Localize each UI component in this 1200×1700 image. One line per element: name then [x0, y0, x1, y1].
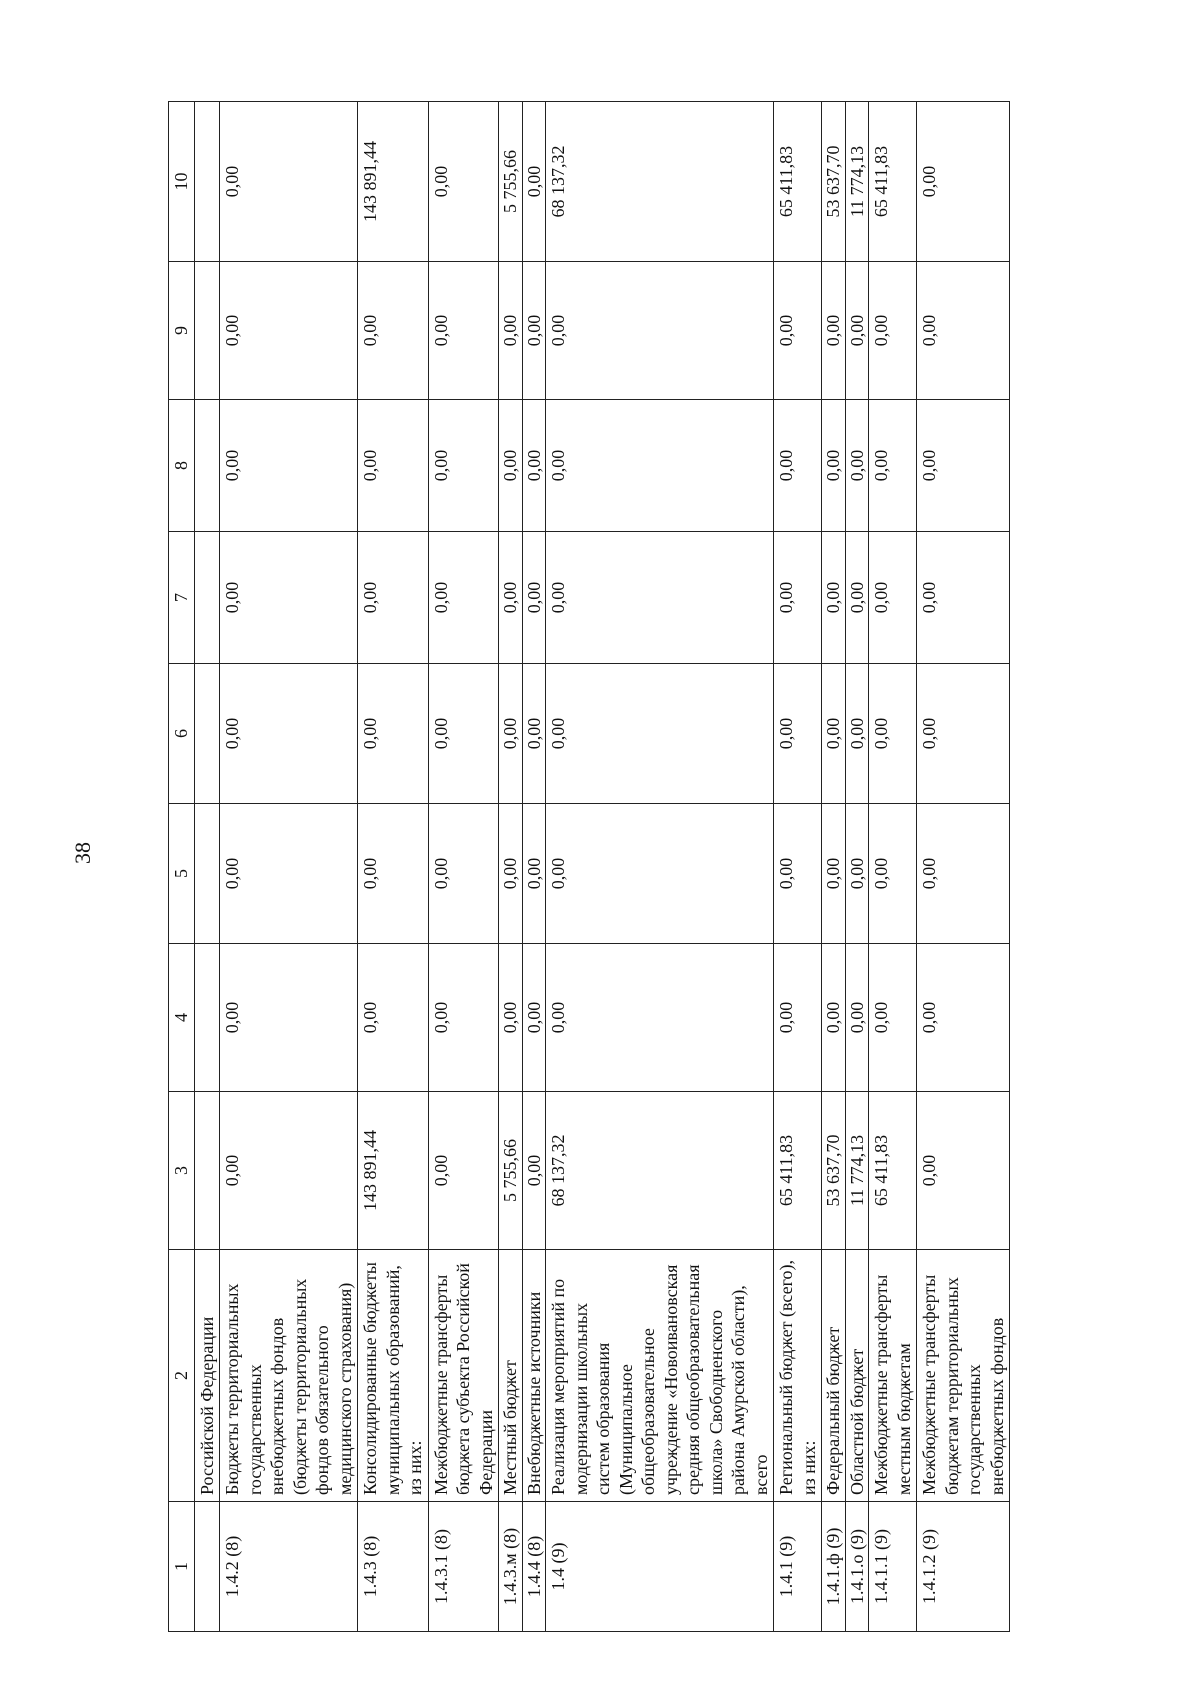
row-code: 1.4.1.ф (9) [822, 1502, 846, 1632]
row-value: 53 637,70 [822, 102, 846, 262]
row-value: 0,00 [845, 944, 869, 1092]
row-value: 0,00 [428, 532, 499, 664]
row-value: 0,00 [220, 262, 358, 400]
row-value [194, 400, 220, 532]
table-row [428, 102, 499, 1632]
row-value: 0,00 [499, 664, 523, 804]
row-value: 0,00 [774, 664, 822, 804]
row-value: 0,00 [522, 1092, 546, 1250]
row-value: 0,00 [428, 664, 499, 804]
table-row [845, 102, 869, 1632]
row-name: Местный бюджет [499, 1250, 523, 1502]
row-value: 0,00 [358, 532, 429, 664]
table-row [917, 102, 1010, 1632]
row-name: Реализация мероприятий по модернизации школьных систем образования (Муниципальное общеобразовательное учреждение «Новоивановская средняя общеобразовательная школа» Свободненского района Амурской области), всего [546, 1250, 774, 1502]
row-value: 0,00 [822, 262, 846, 400]
row-value: 0,00 [358, 944, 429, 1092]
row-code: 1.4.2 (8) [220, 1502, 358, 1632]
row-value: 0,00 [869, 400, 917, 532]
row-value: 0,00 [822, 664, 846, 804]
col-header: 7 [169, 532, 195, 664]
row-value: 143 891,44 [358, 1092, 429, 1250]
row-code: 1.4.3.1 (8) [428, 1502, 499, 1632]
row-value: 5 755,66 [499, 102, 523, 262]
row-value: 0,00 [917, 664, 1010, 804]
row-code: 1.4.3.м (8) [499, 1502, 523, 1632]
col-header: 1 [169, 1502, 195, 1632]
row-name: Межбюджетные трансферты бюджетам территориальных государственных внебюджетных фондов [917, 1250, 1010, 1502]
row-value: 11 774,13 [845, 102, 869, 262]
row-value: 0,00 [499, 262, 523, 400]
row-name: Региональный бюджет (всего), из них: [774, 1250, 822, 1502]
row-value: 0,00 [917, 804, 1010, 944]
col-header: 5 [169, 804, 195, 944]
row-name: Федеральный бюджет [822, 1250, 846, 1502]
row-value: 0,00 [822, 804, 846, 944]
row-value [194, 532, 220, 664]
row-value: 0,00 [522, 664, 546, 804]
row-value: 0,00 [869, 944, 917, 1092]
row-value: 0,00 [220, 944, 358, 1092]
row-value: 0,00 [546, 944, 774, 1092]
row-value [194, 804, 220, 944]
row-value: 0,00 [220, 804, 358, 944]
row-code: 1.4.1.о (9) [845, 1502, 869, 1632]
row-value [194, 1092, 220, 1250]
row-name: Межбюджетные трансферты бюджета субъекта Российской Федерации [428, 1250, 499, 1502]
row-value: 11 774,13 [845, 1092, 869, 1250]
row-value: 0,00 [220, 664, 358, 804]
row-value: 0,00 [845, 804, 869, 944]
row-value: 65 411,83 [774, 102, 822, 262]
row-value: 0,00 [822, 944, 846, 1092]
row-value: 143 891,44 [358, 102, 429, 262]
row-name: Бюджеты территориальных государственных внебюджетных фондов (бюджеты территориальных фондов обязательного медицинского страхования) [220, 1250, 358, 1502]
row-value: 65 411,83 [869, 102, 917, 262]
table-body [194, 102, 1010, 1632]
row-value: 0,00 [220, 400, 358, 532]
col-header: 6 [169, 664, 195, 804]
row-value: 0,00 [917, 400, 1010, 532]
row-value: 0,00 [499, 400, 523, 532]
row-value: 0,00 [358, 804, 429, 944]
row-name: Консолидированные бюджеты муниципальных образований, из них: [358, 1250, 429, 1502]
row-value: 68 137,32 [546, 1092, 774, 1250]
row-value: 0,00 [845, 400, 869, 532]
row-name: Межбюджетные трансферты местным бюджетам [869, 1250, 917, 1502]
row-value: 65 411,83 [774, 1092, 822, 1250]
table-row [220, 102, 358, 1632]
row-value: 0,00 [358, 400, 429, 532]
row-value: 0,00 [546, 664, 774, 804]
row-value: 0,00 [428, 102, 499, 262]
row-value [194, 664, 220, 804]
table-row [822, 102, 846, 1632]
row-value: 0,00 [774, 400, 822, 532]
row-value: 0,00 [522, 532, 546, 664]
col-header: 8 [169, 400, 195, 532]
col-header: 4 [169, 944, 195, 1092]
table-row [869, 102, 917, 1632]
col-header: 3 [169, 1092, 195, 1250]
row-value: 0,00 [428, 944, 499, 1092]
row-code: 1.4 (9) [546, 1502, 774, 1632]
table-row [499, 102, 523, 1632]
row-value: 0,00 [546, 400, 774, 532]
row-code: 1.4.1.1 (9) [869, 1502, 917, 1632]
row-code: 1.4.4 (8) [522, 1502, 546, 1632]
row-value [194, 102, 220, 262]
row-value: 0,00 [822, 400, 846, 532]
row-value: 0,00 [220, 532, 358, 664]
row-value [194, 262, 220, 400]
row-value: 0,00 [522, 400, 546, 532]
row-value: 0,00 [774, 532, 822, 664]
row-value: 53 637,70 [822, 1092, 846, 1250]
row-value: 0,00 [917, 1092, 1010, 1250]
col-header: 9 [169, 262, 195, 400]
rotated-table-frame [168, 102, 1188, 1632]
row-value: 0,00 [917, 944, 1010, 1092]
row-name: Областной бюджет [845, 1250, 869, 1502]
row-value: 0,00 [774, 804, 822, 944]
row-value: 0,00 [358, 262, 429, 400]
table-row [194, 102, 220, 1632]
row-value: 0,00 [546, 262, 774, 400]
row-value: 0,00 [522, 804, 546, 944]
row-code [194, 1502, 220, 1632]
col-header: 10 [169, 102, 195, 262]
row-value: 0,00 [522, 262, 546, 400]
row-value: 0,00 [869, 664, 917, 804]
row-value: 0,00 [822, 532, 846, 664]
table-row [546, 102, 774, 1632]
row-value: 0,00 [546, 804, 774, 944]
table-row [774, 102, 822, 1632]
header-row [169, 102, 195, 1632]
table-row [522, 102, 546, 1632]
row-code: 1.4.3 (8) [358, 1502, 429, 1632]
table-row [358, 102, 429, 1632]
row-value: 0,00 [499, 804, 523, 944]
row-value: 0,00 [499, 944, 523, 1092]
row-code: 1.4.1.2 (9) [917, 1502, 1010, 1632]
row-value: 0,00 [845, 262, 869, 400]
page-number: 38 [70, 842, 95, 864]
row-value: 0,00 [869, 804, 917, 944]
budget-table [168, 101, 1010, 1632]
row-value: 0,00 [917, 262, 1010, 400]
row-value: 0,00 [774, 262, 822, 400]
row-value: 0,00 [428, 400, 499, 532]
row-value: 0,00 [845, 664, 869, 804]
row-value: 0,00 [358, 664, 429, 804]
row-value: 0,00 [522, 944, 546, 1092]
row-value: 0,00 [869, 262, 917, 400]
row-value: 0,00 [499, 532, 523, 664]
row-value [194, 944, 220, 1092]
row-name: Российской Федерации [194, 1250, 220, 1502]
row-value: 0,00 [522, 102, 546, 262]
row-value: 0,00 [869, 532, 917, 664]
row-value: 0,00 [917, 102, 1010, 262]
row-value: 68 137,32 [546, 102, 774, 262]
row-value: 0,00 [845, 532, 869, 664]
row-value: 0,00 [220, 1092, 358, 1250]
col-header: 2 [169, 1250, 195, 1502]
row-value: 0,00 [220, 102, 358, 262]
row-value: 0,00 [546, 532, 774, 664]
row-value: 0,00 [428, 804, 499, 944]
row-value: 0,00 [428, 1092, 499, 1250]
row-value: 5 755,66 [499, 1092, 523, 1250]
row-value: 0,00 [774, 944, 822, 1092]
row-name: Внебюджетные источники [522, 1250, 546, 1502]
row-code: 1.4.1 (9) [774, 1502, 822, 1632]
row-value: 0,00 [428, 262, 499, 400]
row-value: 0,00 [917, 532, 1010, 664]
row-value: 65 411,83 [869, 1092, 917, 1250]
